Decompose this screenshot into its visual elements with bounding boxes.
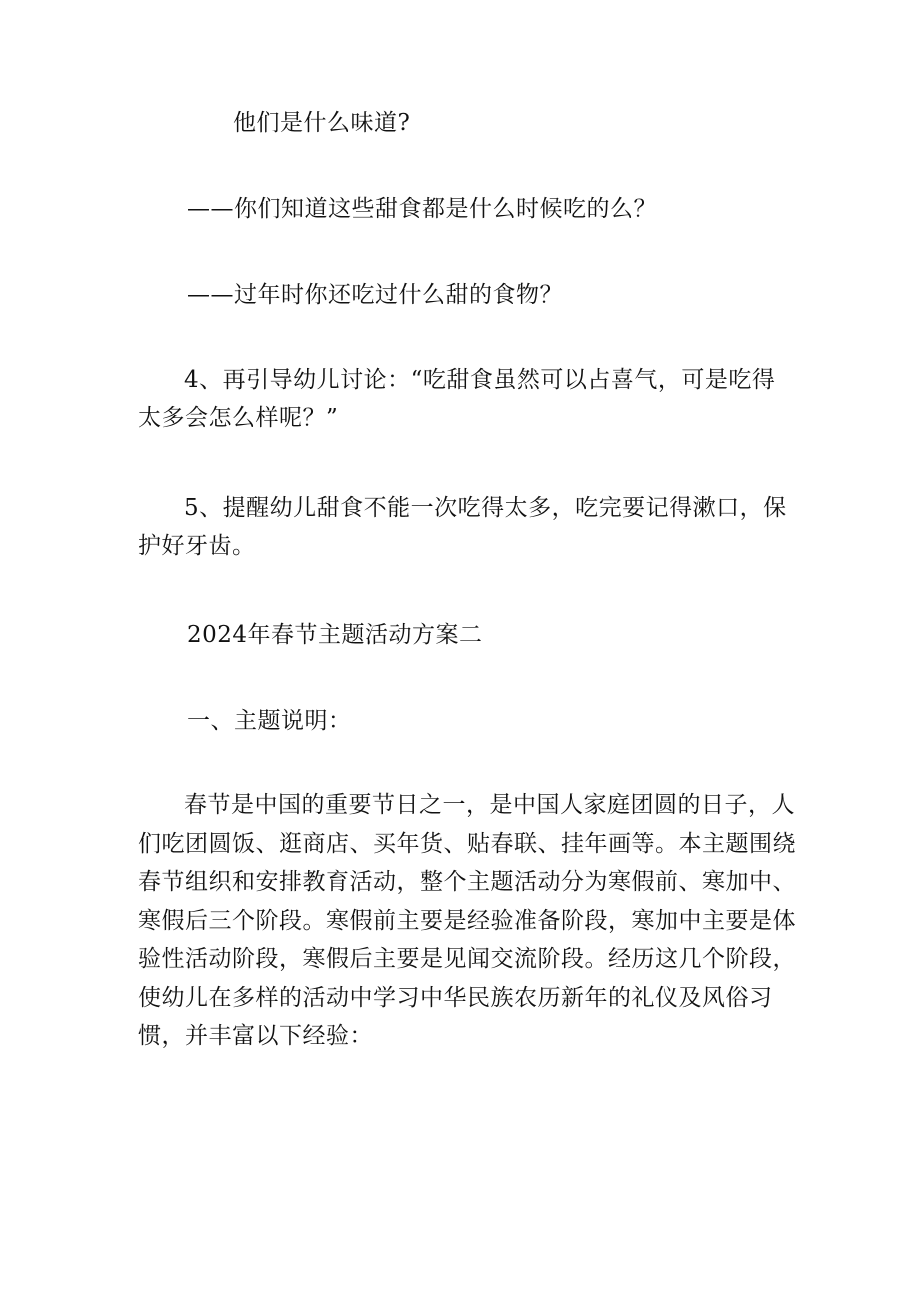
- paragraph-step-4-line-2: 太多会怎么样呢？”: [138, 405, 339, 431]
- paragraph-theme-line-6: 使幼儿在多样的活动中学习中华民族农历新年的礼仪及风俗习: [138, 984, 773, 1011]
- paragraph-theme-line-2: 们吃团圆饭、逛商店、买年货、贴春联、挂年画等。本主题围绕: [138, 830, 796, 857]
- paragraph-theme-description: [138, 786, 798, 1056]
- plan-two-title: 2024年春节主题活动方案二: [187, 622, 483, 648]
- paragraph-theme-line-4: 寒假后三个阶段。寒假前主要是经验准备阶段，寒加中主要是体: [138, 907, 796, 934]
- paragraph-step-5: [138, 489, 798, 565]
- paragraph-step-4: [138, 361, 798, 437]
- paragraph-step-4-line-1: 4、再引导幼儿讨论：“吃甜食虽然可以占喜气，可是吃得: [184, 367, 776, 393]
- paragraph-when-eat-question: ——你们知道这些甜食都是什么时候吃的么？: [187, 196, 657, 222]
- paragraph-new-year-food-question: ——过年时你还吃过什么甜的食物？: [187, 282, 563, 308]
- paragraph-theme-line-7: 惯，并丰富以下经验：: [138, 1023, 373, 1049]
- paragraph-theme-line-1: 春节是中国的重要节日之一，是中国人家庭团圆的日子，人: [184, 792, 795, 818]
- paragraph-step-5-line-2: 护好牙齿。: [138, 533, 256, 559]
- paragraph-taste-question: 他们是什么味道?: [233, 110, 411, 136]
- section-heading-theme-description: 一、主题说明：: [187, 708, 352, 734]
- paragraph-theme-line-3: 春节组织和安排教育活动，整个主题活动分为寒假前、寒加中、: [138, 869, 796, 895]
- paragraph-step-5-line-1: 5、提醒幼儿甜食不能一次吃得太多，吃完要记得漱口，保: [184, 495, 787, 521]
- paragraph-theme-line-5: 验性活动阶段，寒假后主要是见闻交流阶段。经历这几个阶段，: [138, 946, 796, 972]
